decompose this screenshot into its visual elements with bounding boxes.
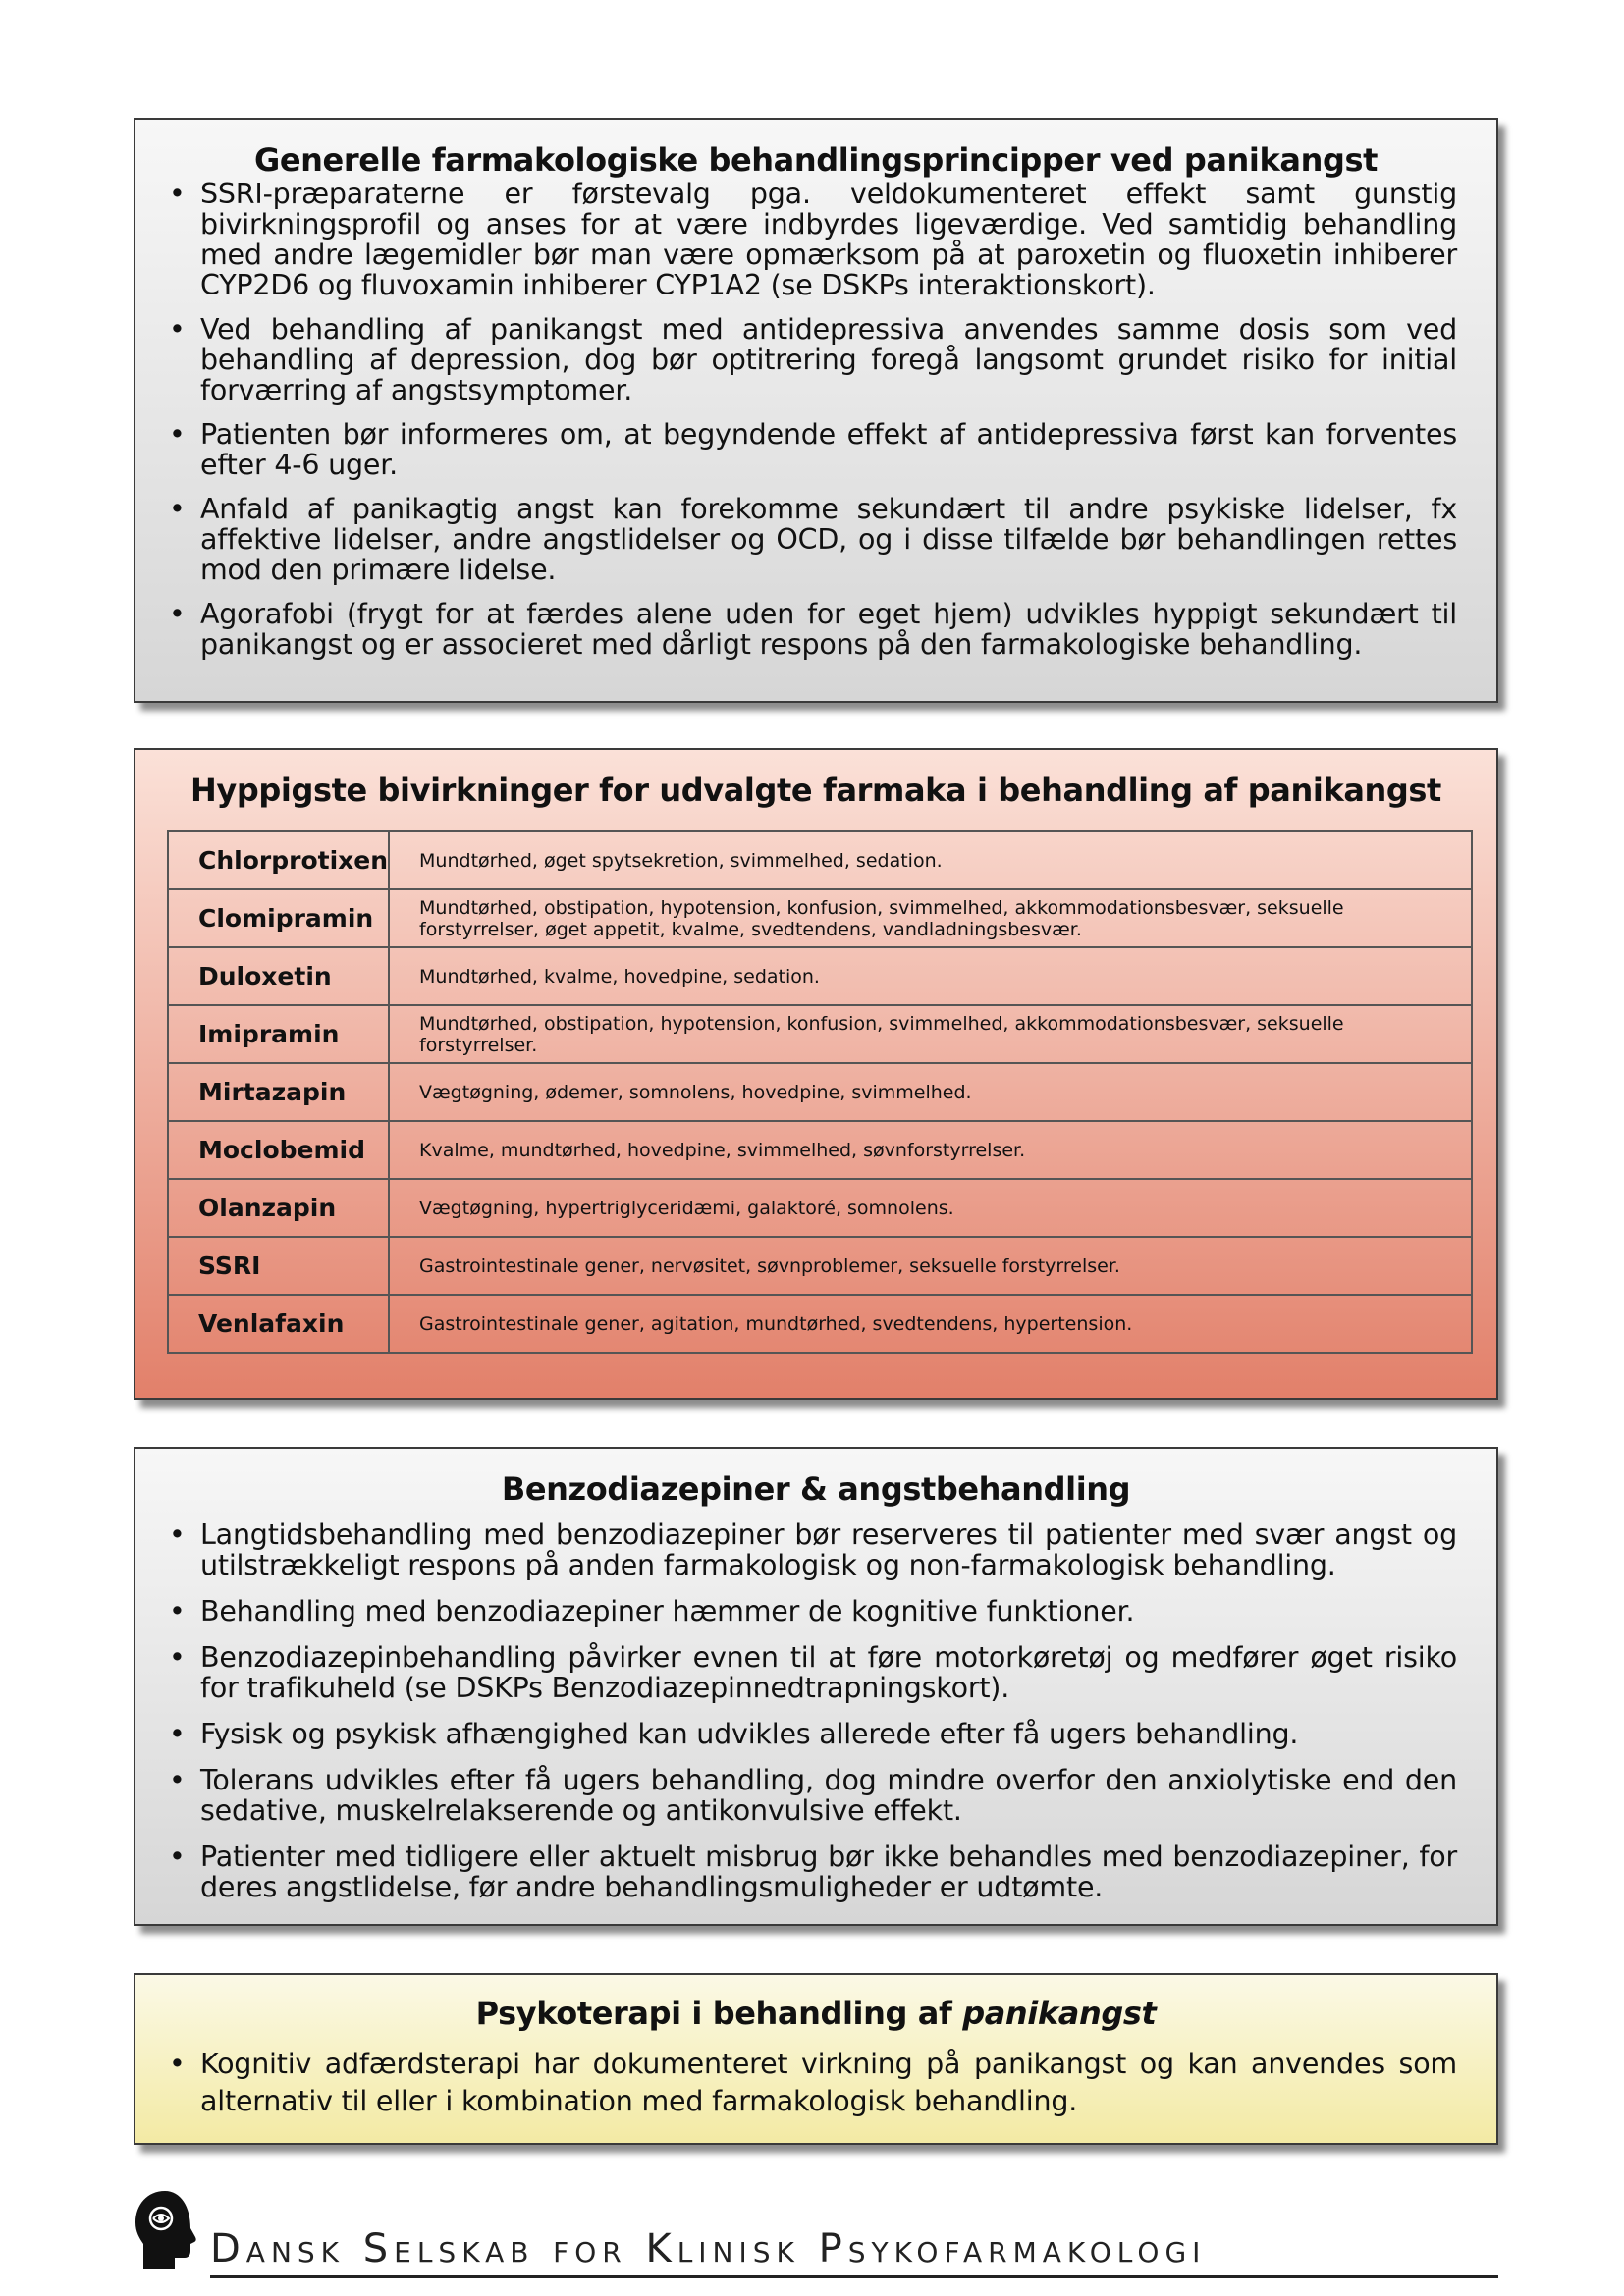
drug-effects: Vægtøgning, hypertriglyceridæmi, galaktoré, somnolens. — [389, 1179, 1472, 1237]
general-principles-title: Generelle farmakologiske behandlingsprincipper ved panikangst — [253, 141, 1379, 179]
list-item: • Tolerans udvikles efter få ugers behandling, dog mindre overfor den anxiolytiske end den sedative, muskelrelakserende og antikonvulsive effekt. — [135, 1765, 1496, 1826]
table-row — [168, 1121, 1472, 1179]
list-item: • Fysisk og psykisk afhængighed kan udvikles allerede efter få ugers behandling. — [135, 1719, 1496, 1749]
drug-name: SSRI — [168, 1237, 389, 1295]
list-item: • Patienter med tidligere eller aktuelt misbrug bør ikke behandles med benzodiazepiner, for deres angstlidelse, før andre behandlingsmuligheder er udtømte. — [135, 1842, 1496, 1902]
footer-divider — [210, 2275, 1498, 2278]
table-row — [168, 831, 1472, 889]
drug-effects: Vægtøgning, ødemer, somnolens, hovedpine, svimmelhed. — [389, 1063, 1472, 1121]
list-item: • Behandling med benzodiazepiner hæmmer de kognitive funktioner. — [135, 1596, 1496, 1627]
benzodiazepine-title: Benzodiazepiner & angstbehandling — [501, 1470, 1131, 1508]
general-principles-box — [134, 118, 1498, 703]
benzodiazepine-list — [135, 1520, 1496, 1902]
footer — [132, 2189, 1506, 2277]
table-row — [168, 1005, 1472, 1063]
list-item: • Agorafobi (frygt for at færdes alene uden for eget hjem) udvikles hyppigt sekundært til panikangst og er associeret med dårligt respons på den farmakologiske behandling. — [135, 599, 1496, 660]
list-item: • Anfald af panikagtig angst kan forekomme sekundært til andre psykiske lidelser, fx affektive lidelser, andre angstlidelser og OCD, og i disse tilfælde bør behandlingen rettes mod den primære lidelse. — [135, 494, 1496, 585]
table-row — [168, 1237, 1472, 1295]
side-effects-title: Hyppigste bivirkninger for udvalgte farmaka i behandling af panikangst — [190, 772, 1441, 809]
table-row — [168, 1063, 1472, 1121]
table-row — [168, 889, 1472, 947]
drug-effects: Mundtørhed, øget spytsekretion, svimmelhed, sedation. — [389, 831, 1472, 889]
drug-effects: Kvalme, mundtørhed, hovedpine, svimmelhed, søvnforstyrrelser. — [389, 1121, 1472, 1179]
table-row — [168, 1295, 1472, 1353]
list-item: • Ved behandling af panikangst med antidepressiva anvendes samme dosis som ved behandling af depression, dog bør optitrering foregå langsomt grundet risiko for initial forværring af angstsymptomer. — [135, 314, 1496, 405]
drug-name: Imipramin — [168, 1005, 389, 1063]
side-effects-box — [134, 748, 1498, 1400]
list-item: • Patienten bør informeres om, at begyndende effekt af antidepressiva først kan forventes efter 4-6 uger. — [135, 419, 1496, 480]
organization-name: Dansk Selskab for Klinisk Psykofarmakologi — [210, 2226, 1207, 2271]
list-item: • Kognitiv adfærdsterapi har dokumenteret virkning på panikangst og kan anvendes som alternativ til eller i kombination med farmakologisk behandling. — [135, 2046, 1496, 2120]
drug-name: Venlafaxin — [168, 1295, 389, 1353]
drug-effects: Mundtørhed, obstipation, hypotension, konfusion, svimmelhed, akkommodationsbesvær, seksuelle forstyrrelser. — [389, 1005, 1472, 1063]
table-row — [168, 947, 1472, 1005]
drug-name: Moclobemid — [168, 1121, 389, 1179]
drug-effects: Gastrointestinale gener, agitation, mundtørhed, svedtendens, hypertension. — [389, 1295, 1472, 1353]
drug-name: Duloxetin — [168, 947, 389, 1005]
drug-name: Mirtazapin — [168, 1063, 389, 1121]
general-principles-list — [135, 179, 1496, 660]
drug-effects: Gastrointestinale gener, nervøsitet, søvnproblemer, seksuelle forstyrrelser. — [389, 1237, 1472, 1295]
drug-name: Olanzapin — [168, 1179, 389, 1237]
head-silhouette-logo-icon — [132, 2189, 198, 2271]
psychotherapy-list — [135, 2046, 1496, 2120]
drug-effects: Mundtørhed, kvalme, hovedpine, sedation. — [389, 947, 1472, 1005]
list-item: • Langtidsbehandling med benzodiazepiner bør reserveres til patienter med svær angst og utilstrækkeligt respons på anden farmakologisk og non-farmakologisk behandling. — [135, 1520, 1496, 1580]
table-row — [168, 1179, 1472, 1237]
benzodiazepine-box — [134, 1447, 1498, 1926]
drug-effects: Mundtørhed, obstipation, hypotension, konfusion, svimmelhed, akkommodationsbesvær, seksuelle forstyrrelser, øget appetit, kvalme, svedtendens, vandladningsbesvær. — [389, 889, 1472, 947]
drug-name: Chlorprotixen — [168, 831, 389, 889]
psychotherapy-title-italic: panikangst — [962, 1995, 1157, 2032]
psychotherapy-title — [135, 1975, 1496, 2046]
psychotherapy-box — [134, 1973, 1498, 2145]
list-item: • Benzodiazepinbehandling påvirker evnen til at føre motorkøretøj og medfører øget risiko for trafikuheld (se DSKPs Benzodiazepinnedtrapningskort). — [135, 1642, 1496, 1703]
list-item: • SSRI-præparaterne er førstevalg pga. veldokumenteret effekt samt gunstig bivirkningsprofil og anses for at være indbyrdes ligeværdige. Ved samtidig behandling med andre lægemidler bør man være opmærksom på at paroxetin og fluoxetin inhiberer CYP2D6 og fluvoxamin inhiberer CYP1A2 (se DSKPs interaktionskort). — [135, 179, 1496, 300]
psychotherapy-title-prefix: Psykoterapi i behandling af — [475, 1995, 963, 2032]
side-effects-table — [167, 830, 1473, 1354]
drug-name: Clomipramin — [168, 889, 389, 947]
